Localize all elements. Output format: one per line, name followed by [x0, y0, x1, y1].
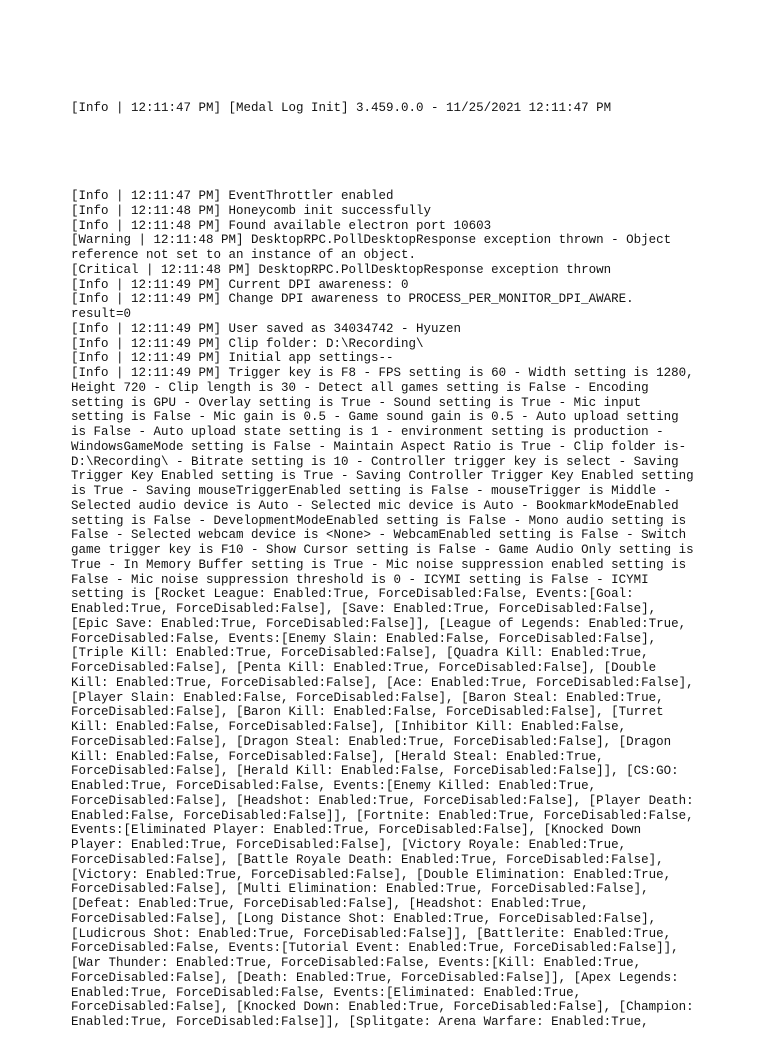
- log-line: [Triple Kill: Enabled:True, ForceDisabled:False], [Quadra Kill: Enabled:True,: [71, 646, 649, 661]
- log-line: [Info | 12:11:48 PM] Found available electron port 10603: [71, 218, 492, 233]
- log-line: Enabled:True, ForceDisabled:False, Events:[Enemy Killed: Enabled:True,: [71, 779, 597, 793]
- log-line: Player: Enabled:True, ForceDisabled:False], [Victory Royale: Enabled:True,: [71, 838, 627, 852]
- log-line: setting is False - Mic gain is 0.5 - Game sound gain is 0.5 - Auto upload setting: [71, 410, 679, 425]
- log-line: [Info | 12:11:49 PM] Current DPI awareness: 0: [71, 277, 409, 292]
- log-line: [Info | 12:11:49 PM] Clip folder: D:\Recording\: [71, 336, 424, 351]
- log-line: ForceDisabled:False], [Multi Elimination: Enabled:True, ForceDisabled:False],: [71, 882, 649, 897]
- log-line: [Epic Save: Enabled:True, ForceDisabled:False]], [League of Legends: Enabled:True,: [71, 616, 687, 631]
- log-line: setting is [Rocket League: Enabled:True, ForceDisabled:False, Events:[Goal:: [71, 587, 634, 602]
- log-line: [Info | 12:11:49 PM] Initial app settings--: [71, 351, 394, 366]
- log-line: ForceDisabled:False], [Baron Kill: Enabled:False, ForceDisabled:False], [Turret: [71, 705, 664, 720]
- blank-line: [71, 145, 701, 160]
- log-line: ForceDisabled:False], [Dragon Steal: Enabled:True, ForceDisabled:False], [Dragon: [71, 734, 672, 749]
- log-line: [Info | 12:11:49 PM] Trigger key is F8 - FPS setting is 60 - Width setting is 1280,: [71, 366, 694, 380]
- log-line: Kill: Enabled:False, ForceDisabled:False], [Inhibitor Kill: Enabled:False,: [71, 720, 627, 734]
- log-line: [Info | 12:11:47 PM] EventThrottler enabled: [71, 189, 394, 203]
- log-line: ForceDisabled:False], [Death: Enabled:True, ForceDisabled:False]], [Apex Legends:: [71, 970, 679, 985]
- log-line: [Warning | 12:11:48 PM] DesktopRPC.PollDesktopResponse exception thrown - Object: [71, 233, 672, 248]
- log-line: Height 720 - Clip length is 30 - Detect all games setting is False - Encoding: [71, 380, 649, 395]
- log-header-line: [Info | 12:11:47 PM] [Medal Log Init] 3.459.0.0 - 11/25/2021 12:11:47 PM: [71, 100, 612, 115]
- log-line: is True - Saving mouseTriggerEnabled setting is False - mouseTrigger is Middle -: [71, 484, 672, 498]
- log-line: ForceDisabled:False], [Battle Royale Death: Enabled:True, ForceDisabled:False],: [71, 852, 664, 867]
- log-line: [Info | 12:11:49 PM] Change DPI awareness to PROCESS_PER_MONITOR_DPI_AWARE.: [71, 292, 634, 307]
- log-line: [Info | 12:11:49 PM] User saved as 34034742 - Hyuzen: [71, 321, 462, 336]
- log-line: game trigger key is F10 - Show Cursor setting is False - Game Audio Only setting is: [71, 543, 694, 557]
- log-text-block: [71, 71, 701, 1059]
- log-line: ForceDisabled:False], [Penta Kill: Enabled:True, ForceDisabled:False], [Double: [71, 661, 657, 675]
- log-line: setting is GPU - Overlay setting is True - Sound setting is True - Mic input: [71, 395, 642, 410]
- log-line: Kill: Enabled:True, ForceDisabled:False], [Ace: Enabled:True, ForceDisabled:False],: [71, 675, 694, 690]
- log-line: Enabled:True, ForceDisabled:False]], [Splitgate: Arena Warfare: Enabled:True,: [71, 1015, 649, 1029]
- log-line: Events:[Eliminated Player: Enabled:True, ForceDisabled:False], [Knocked Down: [71, 823, 642, 838]
- log-line: [Ludicrous Shot: Enabled:True, ForceDisabled:False]], [Battlerite: Enabled:True,: [71, 926, 672, 941]
- log-line: Kill: Enabled:False, ForceDisabled:False], [Herald Steal: Enabled:True,: [71, 749, 604, 764]
- log-line: ForceDisabled:False], [Herald Kill: Enabled:False, ForceDisabled:False]], [CS:GO:: [71, 764, 679, 779]
- log-line: [Player Slain: Enabled:False, ForceDisabled:False], [Baron Steal: Enabled:True,: [71, 690, 664, 705]
- log-line: ForceDisabled:False, Events:[Tutorial Event: Enabled:True, ForceDisabled:False]],: [71, 941, 679, 956]
- log-line: ForceDisabled:False, Events:[Enemy Slain: Enabled:False, ForceDisabled:False],: [71, 631, 657, 646]
- log-line: reference not set to an instance of an object.: [71, 248, 417, 262]
- log-line: setting is False - DevelopmentModeEnabled setting is False - Mono audio setting is: [71, 513, 687, 528]
- log-line: ForceDisabled:False], [Headshot: Enabled:True, ForceDisabled:False], [Player Death:: [71, 793, 694, 808]
- log-line: D:\Recording\ - Bitrate setting is 10 - Controller trigger key is select - Saving: [71, 454, 679, 469]
- log-line: Trigger Key Enabled setting is True - Saving Controller Trigger Key Enabled setting: [71, 469, 694, 484]
- log-line: [Critical | 12:11:48 PM] DesktopRPC.PollDesktopResponse exception thrown: [71, 262, 612, 277]
- log-line: False - Selected webcam device is <None> - WebcamEnabled setting is False - Switch: [71, 528, 687, 543]
- log-lines: [71, 189, 701, 1030]
- log-line: [Info | 12:11:48 PM] Honeycomb init successfully: [71, 203, 432, 218]
- log-line: Enabled:False, ForceDisabled:False]], [Fortnite: Enabled:True, ForceDisabled:False,: [71, 808, 694, 823]
- log-line: True - In Memory Buffer setting is True - Mic noise suppression enabled setting is: [71, 557, 687, 572]
- log-line: Selected audio device is Auto - Selected mic device is Auto - BookmarkModeEnabled: [71, 498, 679, 513]
- log-line: [Victory: Enabled:True, ForceDisabled:False], [Double Elimination: Enabled:True,: [71, 867, 672, 882]
- log-line: ForceDisabled:False], [Long Distance Shot: Enabled:True, ForceDisabled:False],: [71, 911, 657, 926]
- log-line: WindowsGameMode setting is False - Maintain Aspect Ratio is True - Clip folder is-: [71, 439, 687, 454]
- log-line: is False - Auto upload state setting is 1 - environment setting is production -: [71, 425, 664, 439]
- log-line: Enabled:True, ForceDisabled:False, Events:[Eliminated: Enabled:True,: [71, 985, 582, 1000]
- log-line: [War Thunder: Enabled:True, ForceDisabled:False, Events:[Kill: Enabled:True,: [71, 956, 642, 970]
- log-line: Enabled:True, ForceDisabled:False], [Save: Enabled:True, ForceDisabled:False],: [71, 602, 657, 616]
- log-line: [Defeat: Enabled:True, ForceDisabled:False], [Headshot: Enabled:True,: [71, 897, 589, 911]
- log-line: ForceDisabled:False], [Knocked Down: Enabled:True, ForceDisabled:False], [Champion:: [71, 1000, 694, 1015]
- log-line: result=0: [71, 307, 132, 321]
- log-line: False - Mic noise suppression threshold is 0 - ICYMI setting is False - ICYMI: [71, 572, 649, 587]
